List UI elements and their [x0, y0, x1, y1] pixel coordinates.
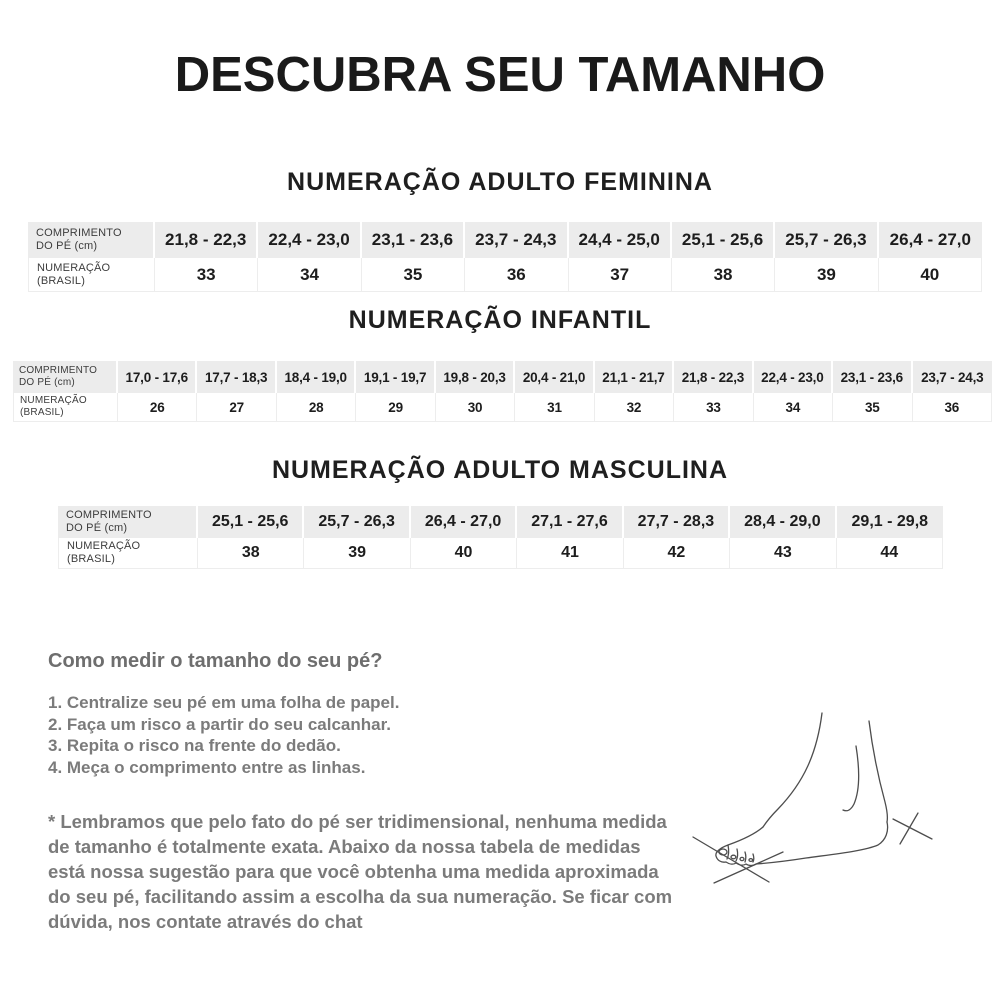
foot-length-range-cell: 21,8 - 22,3 [155, 222, 258, 258]
foot-length-range-cell: 19,1 - 19,7 [356, 361, 435, 393]
foot-length-range-cell: 27,7 - 28,3 [624, 506, 730, 538]
instruction-step: 1. Centralize seu pé em uma folha de papel. [48, 693, 400, 712]
brazil-size-cell: 26 [118, 393, 197, 422]
row-label-foot-length: COMPRIMENTO DO PÉ (cm) [58, 506, 198, 538]
brazil-size-cell: 31 [515, 393, 594, 422]
foot-length-range-cell: 25,1 - 25,6 [672, 222, 775, 258]
foot-length-range-cell: 19,8 - 20,3 [436, 361, 515, 393]
instruction-step: 2. Faça um risco a partir do seu calcanhar. [48, 714, 391, 734]
foot-length-range-cell: 27,1 - 27,6 [517, 506, 623, 538]
brazil-size-cell: 41 [517, 538, 623, 569]
brazil-size-cell: 29 [356, 393, 435, 422]
size-table-children [13, 361, 992, 422]
foot-length-range-cell: 23,7 - 24,3 [465, 222, 568, 258]
foot-length-range-cell: 26,4 - 27,0 [879, 222, 982, 258]
foot-length-range-cell: 20,4 - 21,0 [515, 361, 594, 393]
foot-length-range-cell: 23,1 - 23,6 [833, 361, 912, 393]
section-heading-children: NUMERAÇÃO INFANTIL [348, 306, 652, 334]
foot-length-range-cell: 24,4 - 25,0 [569, 222, 672, 258]
foot-length-range-cell: 25,7 - 26,3 [304, 506, 410, 538]
brazil-size-cell: 27 [197, 393, 276, 422]
foot-length-range-cell: 25,1 - 25,6 [198, 506, 304, 538]
brazil-size-cell: 40 [411, 538, 517, 569]
row-label-brazil-size: NUMERAÇÃO (BRASIL) [58, 538, 198, 569]
foot-length-range-cell: 23,1 - 23,6 [362, 222, 465, 258]
instruction-step: 3. Repita o risco na frente do dedão. [48, 736, 341, 755]
foot-length-range-cell: 22,4 - 23,0 [258, 222, 361, 258]
foot-measurement-illustration [665, 668, 995, 928]
brazil-size-cell: 44 [837, 538, 943, 569]
brazil-size-cell: 39 [304, 538, 410, 569]
instructions-heading: Como medir o tamanho do seu pé? [48, 650, 383, 672]
brazil-size-cell: 34 [754, 393, 833, 422]
brazil-size-cell: 37 [569, 258, 672, 292]
brazil-size-cell: 33 [674, 393, 753, 422]
brazil-size-cell: 36 [913, 393, 992, 422]
instructions-steps [48, 692, 673, 778]
disclaimer-note: * Lembramos que pelo fato do pé ser tridimensional, nenhuma medida de tamanho é totalmente exata. Abaixo da nossa tabela de medidas está nossa sugestão para que você obtenha uma medida aproximada do seu pé, facilitando assim a escolha da sua numeração. Se ficar com dúvida, nos contate através do chat [48, 811, 673, 932]
measuring-instructions [48, 650, 673, 934]
row-label-brazil-size: NUMERAÇÃO (BRASIL) [13, 393, 118, 422]
brazil-size-cell: 36 [465, 258, 568, 292]
foot-length-range-cell: 21,1 - 21,7 [595, 361, 674, 393]
row-label-brazil-size: NUMERAÇÃO (BRASIL) [28, 258, 155, 292]
brazil-size-cell: 42 [624, 538, 730, 569]
brazil-size-cell: 35 [362, 258, 465, 292]
brazil-size-cell: 35 [833, 393, 912, 422]
foot-length-range-cell: 18,4 - 19,0 [277, 361, 356, 393]
brazil-size-cell: 39 [775, 258, 878, 292]
size-table-adult-female [28, 222, 982, 292]
brazil-size-cell: 40 [879, 258, 982, 292]
foot-length-range-cell: 23,7 - 24,3 [913, 361, 992, 393]
foot-length-range-cell: 29,1 - 29,8 [837, 506, 943, 538]
foot-length-range-cell: 17,0 - 17,6 [118, 361, 197, 393]
brazil-size-cell: 38 [672, 258, 775, 292]
brazil-size-cell: 30 [436, 393, 515, 422]
section-heading-adult-female: NUMERAÇÃO ADULTO FEMININA [287, 168, 713, 196]
instruction-step: 4. Meça o comprimento entre as linhas. [48, 757, 366, 777]
brazil-size-cell: 38 [198, 538, 304, 569]
foot-length-range-cell: 26,4 - 27,0 [411, 506, 517, 538]
brazil-size-cell: 43 [730, 538, 836, 569]
brazil-size-cell: 34 [258, 258, 361, 292]
section-heading-adult-male: NUMERAÇÃO ADULTO MASCULINA [271, 456, 729, 484]
row-label-foot-length: COMPRIMENTO DO PÉ (cm) [28, 222, 155, 258]
size-table-adult-male [58, 506, 943, 569]
foot-length-range-cell: 22,4 - 23,0 [754, 361, 833, 393]
brazil-size-cell: 33 [155, 258, 258, 292]
row-label-foot-length: COMPRIMENTO DO PÉ (cm) [13, 361, 118, 393]
brazil-size-cell: 32 [595, 393, 674, 422]
foot-length-range-cell: 25,7 - 26,3 [775, 222, 878, 258]
brazil-size-cell: 28 [277, 393, 356, 422]
foot-length-range-cell: 21,8 - 22,3 [674, 361, 753, 393]
foot-length-range-cell: 17,7 - 18,3 [197, 361, 276, 393]
page-title: DESCUBRA SEU TAMANHO [174, 48, 826, 102]
foot-length-range-cell: 28,4 - 29,0 [730, 506, 836, 538]
